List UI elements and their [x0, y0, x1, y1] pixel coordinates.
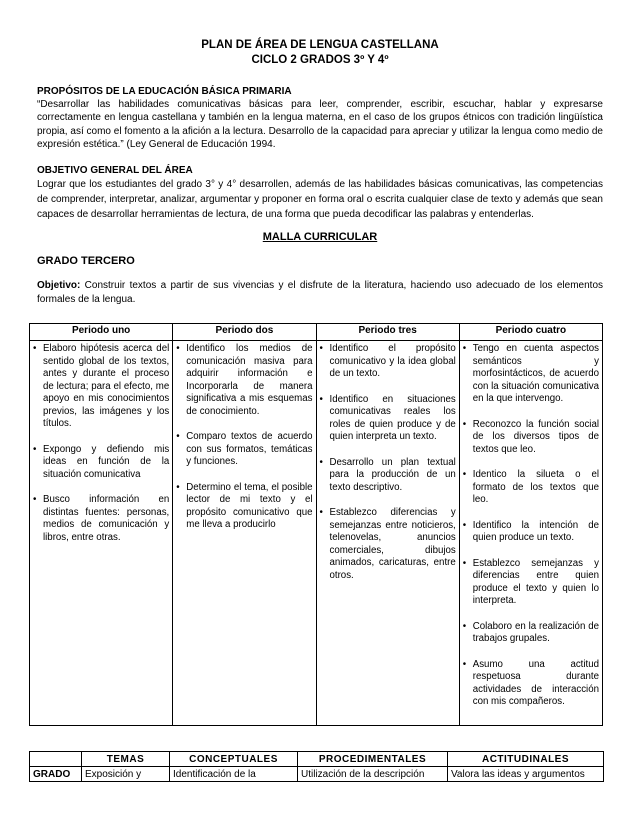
periods-table	[29, 323, 603, 726]
period-tres-cell	[316, 341, 459, 726]
list-item: • Identifico el propósito comunicativo y la idea global de un texto.	[320, 343, 456, 381]
list-item: • Tengo en cuenta aspectos semánticos y morfosintácticos, de acuerdo con la situación comunicativa en la que intervengo.	[463, 343, 599, 406]
period-uno-cell	[30, 341, 173, 726]
period-header: Periodo uno	[30, 324, 173, 341]
propositos-text: “Desarrollar las habilidades comunicativas básicas para leer, comprender, escribir, escuchar, hablar y expresarse correctamente en lengua castellana y también en la lengua materna, en el caso de los grupos étnicos con tradición lingüística propia, así como el fomento a la afición a la lectura. Desarrollo de la capacidad para apreciar y utilizar la lengua como medio de expresión estética.” (Ley General de Educación 1994.	[37, 99, 603, 151]
list-item: • Comparo textos de acuerdo con sus formatos, temáticas y funciones.	[176, 431, 312, 469]
table-cell: Exposición y	[82, 767, 170, 782]
list-item: • Establezco diferencias y semejanzas entre noticieros, telenovelas, anuncios comerciales, dibujos animados, caricaturas, entre otros.	[320, 507, 456, 582]
period-header: Periodo tres	[316, 324, 459, 341]
list-item: • Establezco semejanzas y diferencias entre quien produce el texto y quien lo interpreta.	[463, 558, 599, 608]
list-item: • Identifico los medios de comunicación masiva para adquirir información e Incorporarla de manera significativa a mis esquemas de conocimiento.	[176, 343, 312, 418]
table-cell: GRADO	[30, 767, 82, 782]
list-item: • Identico la silueta o el formato de los textos que leo.	[463, 469, 599, 507]
list-item: • Colaboro en la realización de trabajos grupales.	[463, 621, 599, 646]
table-cell: Valora las ideas y argumentos	[448, 767, 604, 782]
objetivo-general-text: Lograr que los estudiantes del grado 3° y 4° desarrollen, además de las habilidades básicas comunicativas, las competencias de comprender, interpretar, analizar, argumentar y proponer en forma oral o escrita cualquier clase de texto y además que sean capaces de desarrollar herramientas de lectura, de una forma que pueda decodificar las palabras y entenderlas.	[37, 178, 603, 220]
list-item: • Identifico la intención de quien produce un texto.	[463, 520, 599, 545]
table-cell: Identificación de la	[170, 767, 298, 782]
period-cuatro-cell	[459, 341, 602, 726]
list-item: • Elaboro hipótesis acerca del sentido global de los textos, antes y durante el proceso de lectura; para el efecto, me apoyo en mis conocimientos previos, las imágenes y los títulos.	[33, 343, 169, 431]
list-item: • Reconozco la función social de los diversos tipos de textos que leo.	[463, 419, 599, 457]
plan-title: PLAN DE ÁREA DE LENGUA CASTELLANA	[201, 39, 439, 51]
plan-subtitle: CICLO 2 GRADOS 3º Y 4º	[251, 54, 389, 66]
propositos-heading: PROPÓSITOS DE LA EDUCACIÓN BÁSICA PRIMARIA	[37, 86, 292, 97]
list-item: • Asumo una actitud respetuosa durante actividades de interacción con mis compañeros.	[463, 659, 599, 709]
list-item: • Busco información en distintas fuentes: personas, medios de comunicación y libros, entre otras.	[33, 494, 169, 544]
document-page	[37, 38, 603, 307]
list-item: • Determino el tema, el posible lector de mi texto y el propósito comunicativo que me lleva a producirlo	[176, 482, 312, 532]
table-header-cell: ACTITUDINALES	[448, 752, 604, 767]
objetivo-general-heading: OBJETIVO GENERAL DEL ÁREA	[37, 164, 193, 176]
bottom-table	[29, 751, 604, 782]
period-dos-cell	[173, 341, 316, 726]
period-header: Periodo cuatro	[459, 324, 602, 341]
objetivo-text: Construir textos a partir de sus vivencias y el disfrute de la literatura, haciendo uso adecuado de los elementos formales de la lengua.	[37, 279, 603, 305]
malla-curricular-heading: MALLA CURRICULAR	[262, 230, 378, 243]
grado-heading: GRADO TERCERO	[37, 254, 135, 267]
table-cell: Utilización de la descripción	[298, 767, 448, 782]
list-item: • Desarrollo un plan textual para la producción de un texto descriptivo.	[320, 457, 456, 495]
table-header-cell: TEMAS	[82, 752, 170, 767]
objetivo-label: Objetivo:	[37, 279, 81, 291]
table-header-cell: PROCEDIMENTALES	[298, 752, 448, 767]
table-header-cell: CONCEPTUALES	[170, 752, 298, 767]
period-header: Periodo dos	[173, 324, 316, 341]
table-header-cell	[30, 752, 82, 767]
grado-objetivo	[37, 279, 603, 307]
list-item: • Expongo y defiendo mis ideas en función de la situación comunicativa	[33, 444, 169, 482]
list-item: • Identifico en situaciones comunicativas reales los roles de quien produce y de quien interpreta un texto.	[320, 394, 456, 444]
